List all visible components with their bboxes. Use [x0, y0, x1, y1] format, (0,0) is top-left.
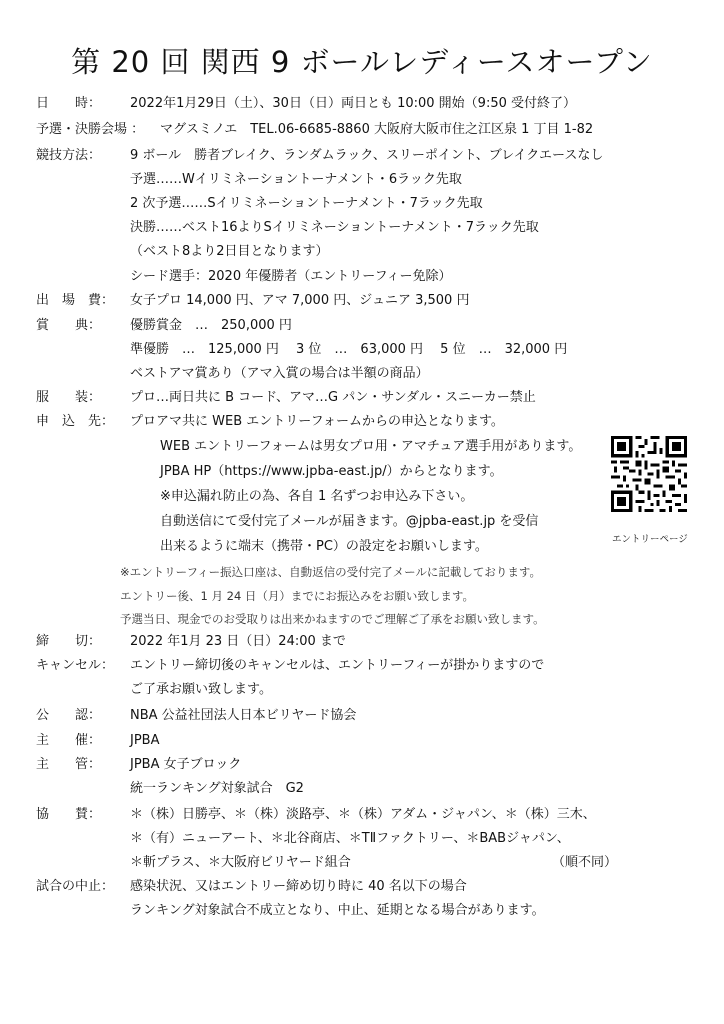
apply-line: プロアマ共に WEB エントリーフォームからの申込となります。	[130, 414, 504, 429]
qr-code-icon[interactable]	[611, 436, 687, 512]
format-line: 9 ボール 勝者ブレイク、ランダムラック、スリーポイント、ブレイクエースなし	[130, 148, 604, 163]
venue-label: 予選・決勝会場 ：	[36, 122, 145, 137]
page-title: 第 20 回 関西 9 ボールレディースオープン	[71, 45, 653, 79]
approval-value: NBA 公益社団法人日本ビリヤード協会	[130, 708, 357, 723]
format-line: 予選……Wイリミネーショントーナメント・6ラック先取	[130, 172, 462, 187]
sponsors-order-note: （順不同）	[552, 855, 618, 870]
sponsors-line: ＊（株）日勝亭、＊（株）淡路亭、＊（株）アダム・ジャパン、＊（株）三木、	[130, 807, 596, 822]
prize-line: 優勝賞金 … 250,000 円	[130, 318, 292, 333]
format-line: シード選手：2020 年優勝者（エントリーフィー免除）	[130, 269, 452, 284]
apply-note: 予選当日、現金でのお受取りは出来かねますのでご理解ご了承をお願い致します。	[120, 612, 545, 626]
host-label: 主 催：	[36, 733, 102, 748]
sponsors-line: ＊（有）ニューアート、＊北谷商店、＊TⅡファクトリー、＊BABジャパン、	[130, 831, 570, 846]
cancel-label: キャンセル：	[36, 658, 115, 673]
format-line: 決勝……ベスト16よりSイリミネーショントーナメント・7ラック先取	[130, 220, 539, 235]
sponsors-line: ＊斬プラス、＊大阪府ビリヤード組合	[130, 855, 351, 870]
approval-label: 公 認：	[36, 708, 102, 723]
date-label: 日 時：	[36, 96, 102, 111]
host-value: JPBA	[130, 733, 160, 748]
dress-value: プロ…両日共に B コード、アマ…G パン・サンダル・スニーカー禁止	[130, 390, 536, 405]
deadline-value: 2022 年1月 23 日（日）24:00 まで	[130, 634, 346, 649]
venue-value: マグスミノエ TEL.06-6685-8860 大阪府大阪市住之江区泉 1 丁目 1-82	[160, 122, 594, 137]
cancel-line: ご了承お願い致します。	[130, 682, 272, 697]
cancel-line: エントリー締切後のキャンセルは、エントリーフィーが掛かりますので	[130, 658, 545, 673]
organizer-line: JPBA 女子ブロック	[130, 757, 242, 772]
apply-line: ※申込漏れ防止の為、各自 1 名ずつお申込み下さい。	[160, 489, 474, 504]
apply-label: 申 込 先：	[36, 414, 115, 429]
apply-line: 自動送信にて受付完了メールが届きます。@jpba-east.jp を受信	[160, 514, 539, 529]
deadline-label: 締 切：	[36, 634, 102, 649]
fee-value: 女子プロ 14,000 円、アマ 7,000 円、ジュニア 3,500 円	[130, 293, 470, 308]
qr-caption: エントリーページ	[612, 534, 688, 545]
prize-line: 準優勝 … 125,000 円 3 位 … 63,000 円 5 位 … 32,000 円	[130, 342, 568, 357]
format-label: 競技方法：	[36, 148, 102, 163]
format-line: 2 次予選……Sイリミネーショントーナメント・7ラック先取	[130, 196, 483, 211]
stop-label: 試合の中止：	[36, 879, 115, 894]
apply-note: エントリー後、1 月 24 日（月）までにお振込みをお願い致します。	[120, 589, 474, 603]
organizer-label: 主 管：	[36, 757, 102, 772]
apply-line: WEB エントリーフォームは男女プロ用・アマチュア選手用があります。	[160, 439, 582, 454]
dress-label: 服 装：	[36, 390, 102, 405]
date-value: 2022年1月29日（土）、30日（日）両日とも 10:00 開始（9:50 受付終了）	[130, 96, 576, 111]
stop-line: 感染状況、又はエントリー締め切り時に 40 名以下の場合	[130, 879, 467, 894]
prize-line: ベストアマ賞あり（アマ入賞の場合は半額の商品）	[130, 366, 429, 381]
stop-line: ランキング対象試合不成立となり、中止、延期となる場合があります。	[130, 903, 545, 918]
format-line: （ベスト8より2日目となります）	[130, 244, 329, 259]
apply-note: ※エントリーフィー振込口座は、自動返信の受付完了メールに記載しております。	[120, 565, 541, 579]
apply-line: JPBA HP（https://www.jpba-east.jp/）からとなります。	[160, 464, 503, 479]
fee-label: 出 場 費：	[36, 293, 115, 308]
sponsors-label: 協 賛：	[36, 807, 102, 822]
prize-label: 賞 典：	[36, 318, 102, 333]
apply-line: 出来るように端末（携帯・PC）の設定をお願いします。	[160, 539, 488, 554]
organizer-line: 統一ランキング対象試合 G2	[130, 781, 304, 796]
